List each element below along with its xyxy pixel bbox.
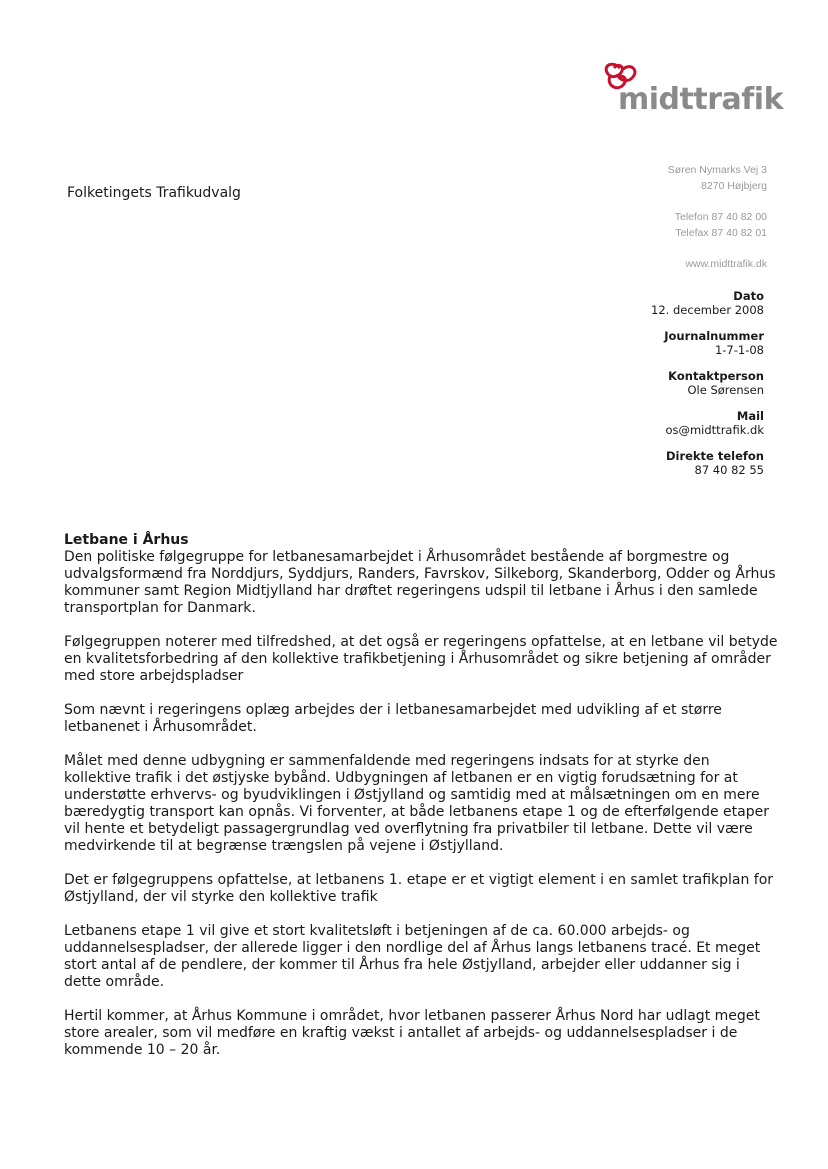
midttrafik-wordmark: midttrafik [618, 82, 784, 117]
letter-body [64, 532, 780, 1076]
paragraph: Hertil kommer, at Århus Kommune i området, hvor letbanen passerer Århus Nord har udlagt meget store arealer, som vil medføre en kraftig vækst i antallet af arbejds- og uddannelsespladser i de kommende 10 – 20 år. [64, 1008, 760, 1058]
paragraph: Som nævnt i regeringens oplæg arbejdes der i letbanesamarbejdet med udvikling af et større letbanenet i Århusområdet. [64, 702, 722, 735]
paragraph: Letbanens etape 1 vil give et stort kvalitetsløft i betjeningen af de ca. 60.000 arbejds- og uddannelsespladser, der allerede ligger i den nordlige del af Århus langs letbanens tracé. Et meget stort antal af de pendlere, der kommer til Århus fra hele Østjylland, arbejder eller uddanner sig i dette område. [64, 923, 761, 990]
city: 8270 Højbjerg [701, 180, 767, 192]
journal-label: Journalnummer [664, 329, 764, 343]
website[interactable]: www.midttrafik.dk [685, 258, 767, 270]
sender-address [668, 162, 767, 272]
date-value: 12. december 2008 [651, 303, 764, 317]
mail-label: Mail [736, 409, 764, 423]
street: Søren Nymarks Vej 3 [667, 164, 767, 176]
journal-value: 1-7-1-08 [714, 343, 764, 357]
mail-value[interactable]: os@midttrafik.dk [665, 423, 764, 437]
midttrafik-logo [600, 60, 784, 120]
letter-heading: Letbane i Århus [64, 532, 189, 548]
direct-phone-label: Direkte telefon [665, 449, 764, 463]
phone: Telefon 87 40 82 00 [674, 211, 767, 223]
direct-phone-value: 87 40 82 55 [694, 463, 764, 477]
fax: Telefax 87 40 82 01 [675, 227, 767, 239]
contact-label: Kontaktperson [668, 369, 764, 383]
date-label: Dato [733, 289, 764, 303]
letter-meta [651, 289, 764, 489]
paragraph: Det er følgegruppens opfattelse, at letbanens 1. etape er et vigtigt element i en samlet trafikplan for Østjylland, der vil styrke den kollektive trafik [64, 872, 774, 905]
paragraph: Følgegruppen noterer med tilfredshed, at det også er regeringens opfattelse, at en letbane vil betyde en kvalitetsforbedring af den kollektive trafikbetjening i Århusområdet og sikre betjening af områder med store arbejdspladser [64, 634, 778, 684]
paragraph: Den politiske følgegruppe for letbanesamarbejdet i Århusområdet bestående af borgmestre og udvalgsformænd fra Norddjurs, Syddjurs, Randers, Favrskov, Silkeborg, Skanderborg, Odder og Århus kommuner samt Region Midtjylland har drøftet regeringens udspil til letbane i Århus i den samlede transportplan for Danmark. [64, 549, 776, 616]
recipient: Folketingets Trafikudvalg [67, 185, 241, 201]
paragraph: Målet med denne udbygning er sammenfaldende med regeringens indsats for at styrke den kollektive trafik i det østjyske bybånd. Udbygningen af letbanen er en vigtig forudsætning for at understøtte erhvervs- og byudviklingen i Østjylland og samtidig med at målsætningen om en mere bæredygtig transport kan opnås. Vi forventer, at både letbanens etape 1 og de efterfølgende etaper vil hente et betydeligt passagergrundlag ved overflytning fra privatbiler til letbane. Dette vil være medvirkende til at begrænse trængslen på vejene i Østjylland. [64, 753, 769, 854]
contact-value: Ole Sørensen [687, 383, 764, 397]
